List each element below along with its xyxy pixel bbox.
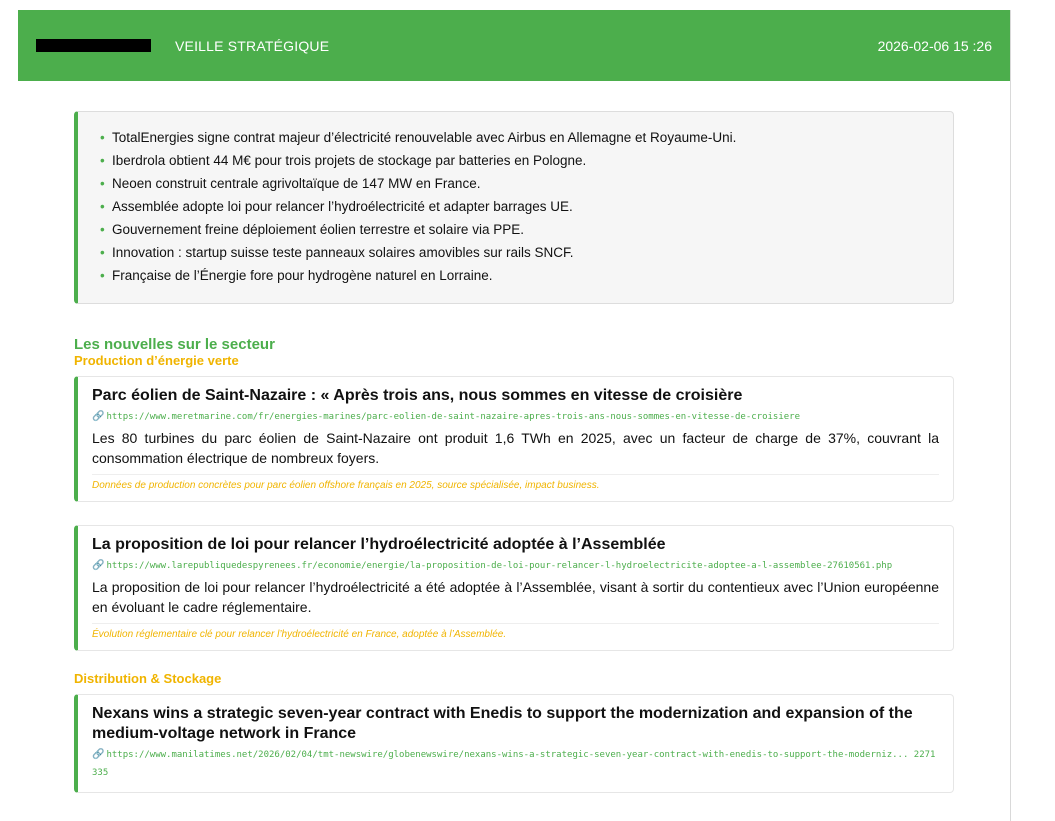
article-note: Données de production concrètes pour parc éolien offshore français en 2025, source spécialisée, impact business. bbox=[92, 474, 939, 491]
article-title: Parc éolien de Saint-Nazaire : « Après trois ans, nous sommes en vitesse de croisière bbox=[92, 387, 743, 404]
summary-item: • TotalEnergies signe contrat majeur d’électricité renouvelable avec Airbus en Allemagne et Royaume-Uni. bbox=[98, 126, 939, 149]
article-url[interactable]: https://www.larepubliquedespyrenees.fr/economie/energie/la-proposition-de-loi-pour-relancer-l-hydroelectricite-adoptee-a-l-assemblee-27610561.php bbox=[106, 561, 893, 571]
report-datetime: 2026-02-06 15 :26 bbox=[877, 37, 992, 54]
article-card bbox=[74, 376, 954, 502]
article-link[interactable] bbox=[92, 408, 939, 426]
article-url[interactable]: https://www.manilatimes.net/2026/02/04/tmt-newswire/globenewswire/nexans-wins-a-strategic-seven-year-contract-with-enedis-to-support-the-moderniz... 2271335 bbox=[92, 750, 936, 778]
article-url[interactable]: https://www.meretmarine.com/fr/energies-marines/parc-eolien-de-saint-nazaire-apres-trois-ans-nous-sommes-en-vitesse-de-croisiere bbox=[106, 412, 801, 422]
section-title: Les nouvelles sur le secteur bbox=[74, 336, 275, 353]
report-page bbox=[18, 10, 1011, 821]
link-icon: 🔗 bbox=[92, 560, 105, 571]
header-bar bbox=[18, 10, 1010, 81]
category-title: Production d’énergie verte bbox=[74, 353, 239, 368]
summary-box bbox=[74, 111, 954, 304]
article-card bbox=[74, 525, 954, 651]
summary-item: • Iberdrola obtient 44 M€ pour trois projets de stockage par batteries en Pologne. bbox=[98, 149, 939, 172]
article-summary: Les 80 turbines du parc éolien de Saint-Nazaire ont produit 1,6 TWh en 2025, avec un facteur de charge de 37%, couvrant la consommation électrique de nombreux foyers. bbox=[92, 430, 939, 466]
report-title: VEILLE STRATÉGIQUE bbox=[175, 37, 330, 54]
article-link[interactable] bbox=[92, 557, 939, 575]
link-icon: 🔗 bbox=[92, 749, 105, 760]
summary-item: • Innovation : startup suisse teste panneaux solaires amovibles sur rails SNCF. bbox=[98, 241, 939, 264]
article-title: La proposition de loi pour relancer l’hydroélectricité adoptée à l’Assemblée bbox=[92, 536, 666, 553]
article-title: Nexans wins a strategic seven-year contract with Enedis to support the modernization and expansion of the medium-voltage network in France bbox=[92, 705, 913, 742]
summary-item: • Assemblée adopte loi pour relancer l’hydroélectricité et adapter barrages UE. bbox=[98, 195, 939, 218]
article-link[interactable] bbox=[92, 746, 939, 782]
summary-item: • Française de l’Énergie fore pour hydrogène naturel en Lorraine. bbox=[98, 264, 939, 287]
redacted-logo bbox=[36, 39, 151, 52]
summary-item: • Gouvernement freine déploiement éolien terrestre et solaire via PPE. bbox=[98, 218, 939, 241]
article-note: Évolution réglementaire clé pour relancer l’hydroélectricité en France, adoptée à l’Assemblée. bbox=[92, 623, 939, 640]
article-card bbox=[74, 694, 954, 793]
report-content bbox=[18, 81, 1010, 793]
article-summary: La proposition de loi pour relancer l’hydroélectricité a été adoptée à l’Assemblée, visant à sortir du contentieux avec l’Union européenne en évoluant le cadre réglementaire. bbox=[92, 579, 939, 615]
summary-item: • Neoen construit centrale agrivoltaïque de 147 MW en France. bbox=[98, 172, 939, 195]
link-icon: 🔗 bbox=[92, 411, 105, 422]
category-title: Distribution & Stockage bbox=[74, 671, 222, 686]
